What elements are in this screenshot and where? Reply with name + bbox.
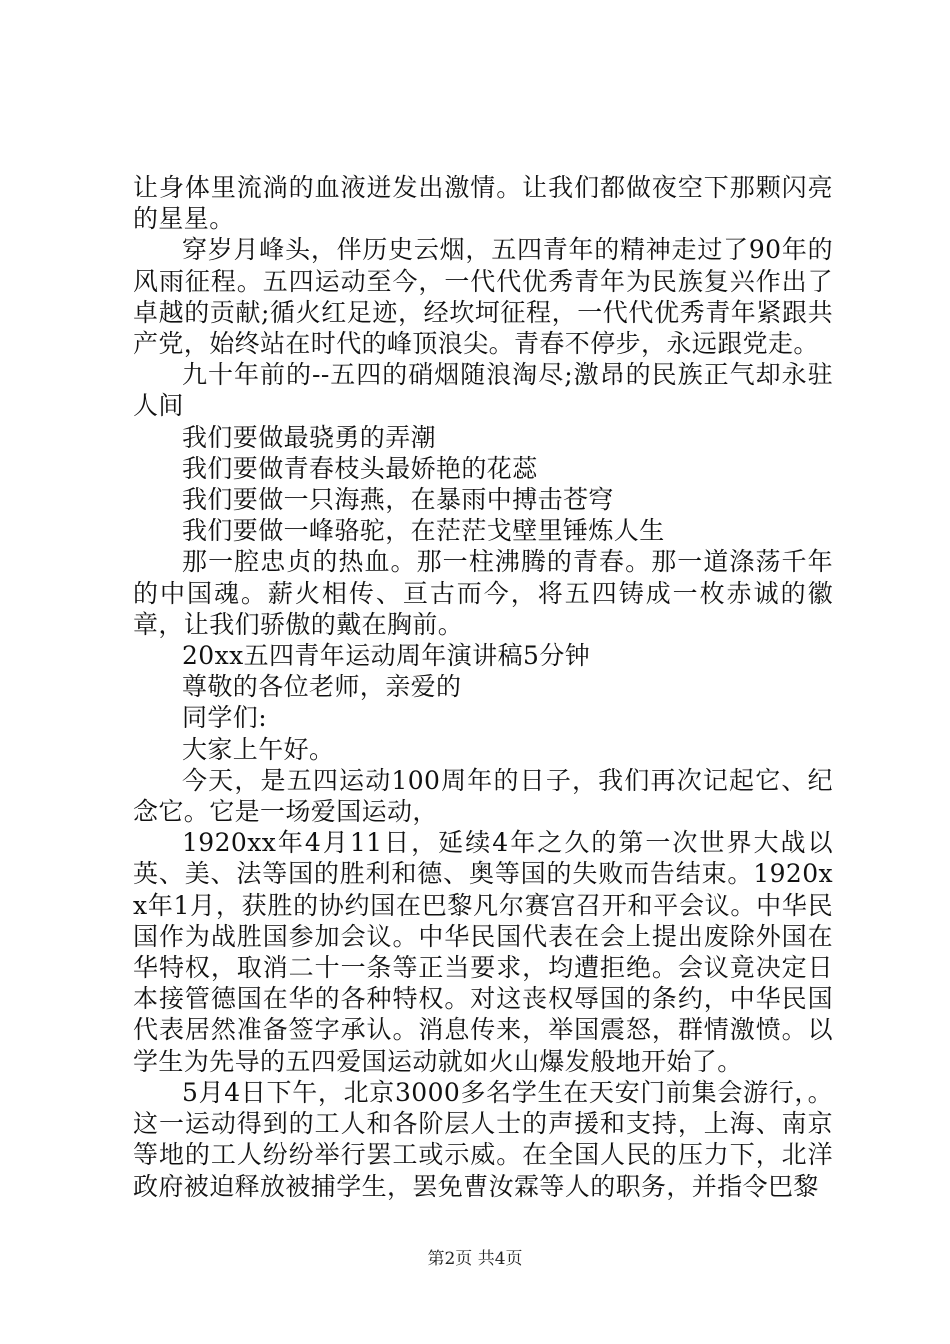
- paragraph-8: 那一腔忠贞的热血。那一柱沸腾的青春。那一道涤荡千年的中国魂。薪火相传、亘古而今，将五四铸成一枚赤诚的徽章，让我们骄傲的戴在胸前。: [133, 547, 833, 639]
- section-title: 20xx五四青年运动周年演讲稿5分钟: [182, 641, 591, 671]
- greeting-line-1: 尊敬的各位老师，亲爱的: [182, 672, 462, 702]
- paragraph-14: 1920xx年4月11日，延续4年之久的第一次世界大战以英、美、法等国的胜利和德、奥等国的失败而告结束。1920xx年1月，获胜的协约国在巴黎凡尔赛宫召开和平会议。中华民国作为战胜国参加会议。中华民国代表在会上提出废除外国在华特权，取消二十一条等正当要求，均遭拒绝。会议竟决定日本接管德国在华的各种特权。对这丧权辱国的条约，中华民国代表居然准备签字承认。消息传来，举国震怒，群情激愤。以学生为先导的五四爱国运动就如火山爆发般地开始了。: [133, 828, 833, 1076]
- paragraph-1: 让身体里流淌的血液迸发出激情。让我们都做夜空下那颗闪亮的星星。: [133, 173, 833, 234]
- greeting-line-3: 大家上午好。: [182, 734, 335, 764]
- paragraph-5: 我们要做青春枝头最娇艳的花蕊: [182, 453, 538, 483]
- paragraph-2: 穿岁月峰头，伴历史云烟，五四青年的精神走过了90年的风雨征程。五四运动至今，一代代优秀青年为民族复兴作出了卓越的贡献;循火红足迹，经坎坷征程，一代代优秀青年紧跟共产党，始终站在时代的峰顶浪尖。青春不停步，永远跟党走。: [133, 235, 833, 359]
- page-number-footer: 第2页 共4页: [427, 1249, 523, 1269]
- paragraph-3: 九十年前的--五四的硝烟随浪淘尽;激昂的民族正气却永驻人间: [133, 360, 833, 421]
- greeting-line-2: 同学们:: [182, 703, 268, 733]
- paragraph-15: 5月4日下午，北京3000多名学生在天安门前集会游行，。这一运动得到的工人和各阶层人士的声援和支持，上海、南京等地的工人纷纷举行罢工或示威。在全国人民的压力下，北洋政府被迫释放被捕学生，罢免曹汝霖等人的职务，并指令巴黎: [133, 1077, 833, 1201]
- paragraph-13: 今天，是五四运动100周年的日子，我们再次记起它、纪念它。它是一场爱国运动，: [133, 765, 833, 827]
- paragraph-4: 我们要做最骁勇的弄潮: [182, 422, 437, 452]
- paragraph-7: 我们要做一峰骆驼，在茫茫戈壁里锤炼人生: [182, 516, 665, 546]
- document-body: [133, 172, 833, 1202]
- paragraph-6: 我们要做一只海燕，在暴雨中搏击苍穹: [182, 485, 614, 515]
